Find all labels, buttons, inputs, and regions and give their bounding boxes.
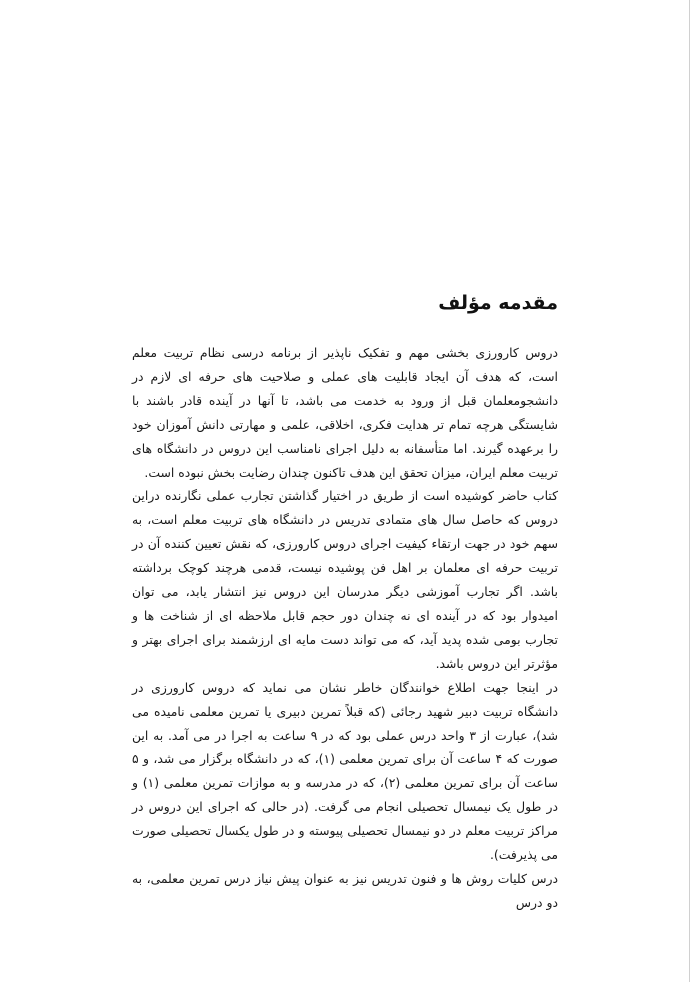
body-text	[132, 341, 558, 915]
section-heading: مقدمه مؤلف	[438, 292, 558, 314]
paragraph: دروس کارورزی بخشی مهم و تفکیک ناپذیر از برنامه درسی نظام تربیت معلم است، که هدف آن ایجاد قابلیت های عملی و صلاحیت های حرفه ای لازم در دانشجومعلمان قبل از ورود به خدمت می باشد، تا آنها در آینده قادر باشند با شایستگی هرچه تمام تر هدایت فکری، اخلاقی، علمی و مهارتی دانش آموزان خود را برعهده گیرند. اما متأسفانه به دلیل اجرای نامناسب این دروس در دانشگاه های تربیت معلم ایران، میزان تحقق این هدف تاکنون چندان رضایت بخش نبوده است.	[132, 345, 558, 480]
paragraph: در اینجا جهت اطلاع خوانندگان خاطر نشان می نماید که دروس کارورزی در دانشگاه تربیت دبیر شهید رجائی (که قبلاً تمرین دبیری یا تمرین معلمی نامیده می شد)، عبارت از ۳ واحد درس عملی بود که در ۹ ساعت به اجرا در می آمد. به این صورت که ۴ ساعت آن برای تمرین معلمی (۱)، که در دانشگاه برگزار می شد، و ۵ ساعت آن برای تمرین معلمی (۲)، که در مدرسه و به موازات تمرین معلمی (۱) و در طول یک نیمسال تحصیلی انجام می گرفت. (در حالی که اجرای این دروس در مراکز تربیت معلم در دو نیمسال تحصیلی پیوسته و در طول یکسال تحصیلی صورت می پذیرفت).	[132, 679, 558, 863]
paragraph: درس کلیات روش ها و فنون تدریس نیز به عنوان پیش نیاز درس تمرین معلمی، به دو درس	[132, 870, 558, 910]
paragraph: کتاب حاضر کوشیده است از طریق در اختیار گذاشتن تجارب عملی نگارنده دراین دروس که حاصل سال های متمادی تدریس در دانشگاه های تربیت معلم است، به سهم خود در جهت ارتقاء کیفیت اجرای دروس کارورزی، که نقش تعیین کننده آن در تربیت حرفه ای معلمان بر اهل فن پوشیده نیست، قدمی هرچند کوچک برداشته باشد. اگر تجارب آموزشی دیگر مدرسان این دروس نیز انتشار یابد، می توان امیدوار بود که در آینده ای نه چندان دور حجم قابل ملاحظه ای از شناخت ها و تجارب بومی شده پدید آید، که می تواند دست مایه ای ارزشمند برای اجرای بهتر و مؤثرتر این دروس باشد.	[132, 488, 558, 671]
